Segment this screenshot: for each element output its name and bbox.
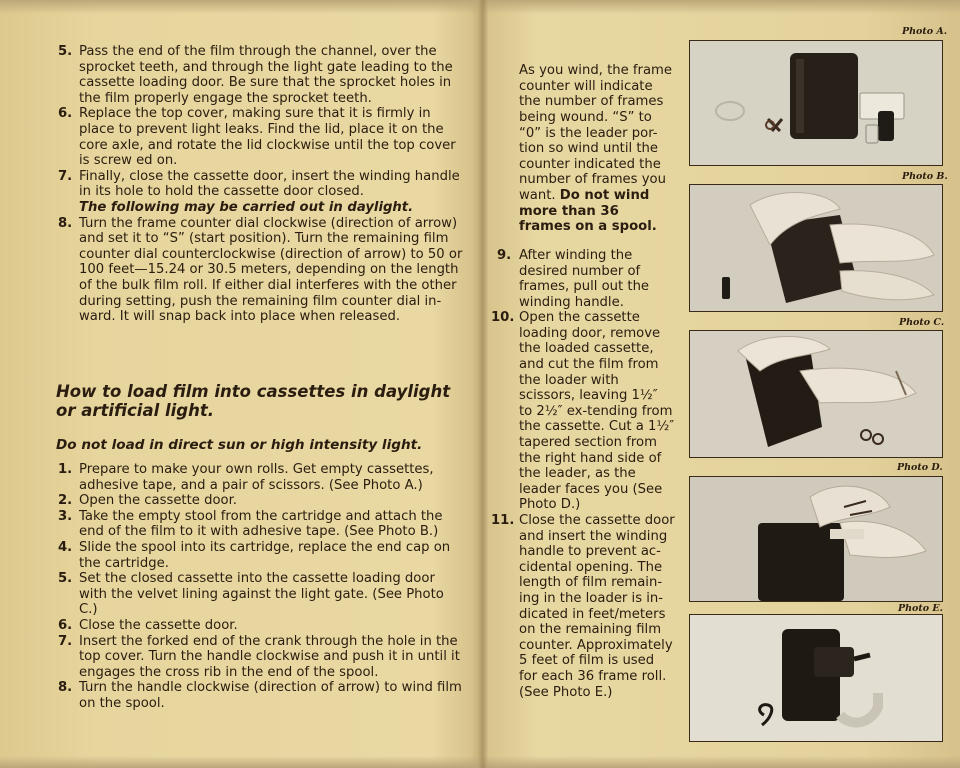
step-number: 9.: [497, 247, 512, 263]
photo-d: [689, 476, 943, 602]
photo-e-label: Photo E.: [898, 603, 943, 614]
photo-c-label: Photo C.: [899, 317, 945, 328]
step-number: 11.: [491, 513, 515, 528]
list-item: [58, 509, 466, 540]
list-item: [58, 169, 468, 216]
step-text: Close the cassette door and insert the winding handle to prevent ac-cidental opening. The length of film remain-ing in the loader is in-dicated in feet/meters on the remaining film counter. Approximately 5 feet of film is used for each 36 frame roll. (See Photo E.): [519, 513, 675, 700]
list-item: [58, 618, 466, 634]
step-number: 7.: [58, 633, 73, 649]
list-item: [58, 44, 468, 106]
photo-b: [689, 184, 943, 312]
left-page-steps-bottom: [58, 462, 466, 712]
step-number: 3.: [58, 508, 73, 524]
step-text: Pass the end of the film through the channel, over the sprocket teeth, and through the light gate leading to the cassette loading door. Be sure that the sprocket holes in the film properly engage the sprocket teeth.: [79, 44, 453, 106]
list-item: [58, 571, 466, 618]
step-number: 8.: [58, 215, 73, 231]
step-number: 4.: [58, 539, 73, 555]
list-item: [58, 540, 466, 571]
section-subhead: Do not load in direct sun or high intensity light.: [56, 437, 423, 453]
step-text: Turn the frame counter dial clockwise (direction of arrow) and set it to “S” (start position). Turn the remaining film counter dial counterclockwise (direction of arrow) to 50 or 100 feet—15.24 or 30.5 meters, depending on the length of the bulk film roll. If either dial interferes with the other during setting, push the remaining film counter dial in-ward. It will snap back into place when released.: [79, 215, 463, 325]
photo-c: [689, 330, 943, 458]
photo-d-label: Photo D.: [897, 462, 943, 473]
left-page-steps-top: [58, 44, 468, 325]
step-text: Set the closed cassette into the cassette loading door with the velvet lining against the light gate. (See Photo C.): [79, 571, 444, 618]
daylight-note: The following may be carried out in daylight.: [79, 199, 414, 215]
step-text: Turn the handle clockwise (direction of arrow) to wind film on the spool.: [79, 680, 462, 711]
step-number: 5.: [58, 571, 73, 587]
step-number: 1.: [58, 462, 73, 477]
step-number: 8.: [58, 680, 73, 696]
winding-paragraph: [497, 63, 675, 235]
step-text: Take the empty stool from the cartridge and attach the end of the film to it with adhesive tape. (See Photo B.): [79, 508, 443, 540]
photo-c-illustration: [690, 331, 942, 457]
step-text: Slide the spool into its cartridge, replace the end cap on the cartridge.: [79, 539, 451, 571]
photo-a-label: Photo A.: [902, 26, 948, 37]
step-text: Finally, close the cassette door, insert the winding handle in its hole to hold the cassette door closed.: [79, 168, 460, 200]
step-number: 2.: [58, 493, 73, 509]
step-text: Open the cassette loading door, remove the loaded cassette, and cut the film from the loader with scissors, leaving 1½″ to 2½″ ex-tending from the cassette. Cut a 1½″ tapered section from the right hand side of the leader, as the leader faces you (See Photo D.): [519, 310, 675, 513]
list-item: [58, 216, 468, 325]
winding-warning: Do not wind more than 36 frames on a spool.: [519, 187, 657, 235]
list-item: [58, 462, 466, 493]
step-number: 6.: [58, 617, 73, 633]
step-text: Close the cassette door.: [79, 617, 238, 633]
list-item: [58, 106, 468, 168]
photo-e-illustration: [690, 615, 942, 741]
photo-b-label: Photo B.: [902, 171, 948, 182]
step-number: 10.: [491, 310, 515, 326]
step-text: Replace the top cover, making sure that it is firmly in place to prevent light leaks. Find the lid, place it on the core axle, and rotate the lid clockwise until the top cover is screw ed on.: [79, 106, 456, 169]
step-text: Prepare to make your own rolls. Get empty cassettes, adhesive tape, and a pair of scissors. (See Photo A.): [79, 462, 434, 493]
step-text: After winding the desired number of frames, pull out the winding handle.: [519, 247, 650, 310]
section-title: How to load film into cassettes in daylight or artificial light.: [56, 382, 451, 420]
list-item: [58, 493, 466, 509]
photo-a-illustration: [690, 41, 942, 165]
photo-b-illustration: [690, 185, 942, 311]
step-number: 7.: [58, 168, 73, 184]
right-page-steps: [491, 50, 675, 700]
list-item: [58, 680, 466, 711]
step-text: Insert the forked end of the crank through the hole in the top cover. Turn the handle clockwise and push it in until it engages the cross rib in the end of the spool.: [79, 633, 460, 680]
list-item: [491, 513, 675, 700]
photo-d-illustration: [690, 477, 942, 601]
step-number: 5.: [58, 44, 73, 59]
step-number: 6.: [58, 106, 73, 122]
list-item: [58, 634, 466, 681]
step-text: Open the cassette door.: [79, 493, 237, 509]
book-gutter: [478, 0, 488, 768]
photo-a: [689, 40, 943, 166]
photo-e: [689, 614, 943, 742]
list-item: [497, 248, 675, 310]
list-item: [491, 310, 675, 513]
winding-text: As you wind, the frame counter will indicate the number of frames being wound. “S” to “0” is the leader por-tion so wind until the counter indicated the number of frames you want.: [519, 63, 673, 203]
